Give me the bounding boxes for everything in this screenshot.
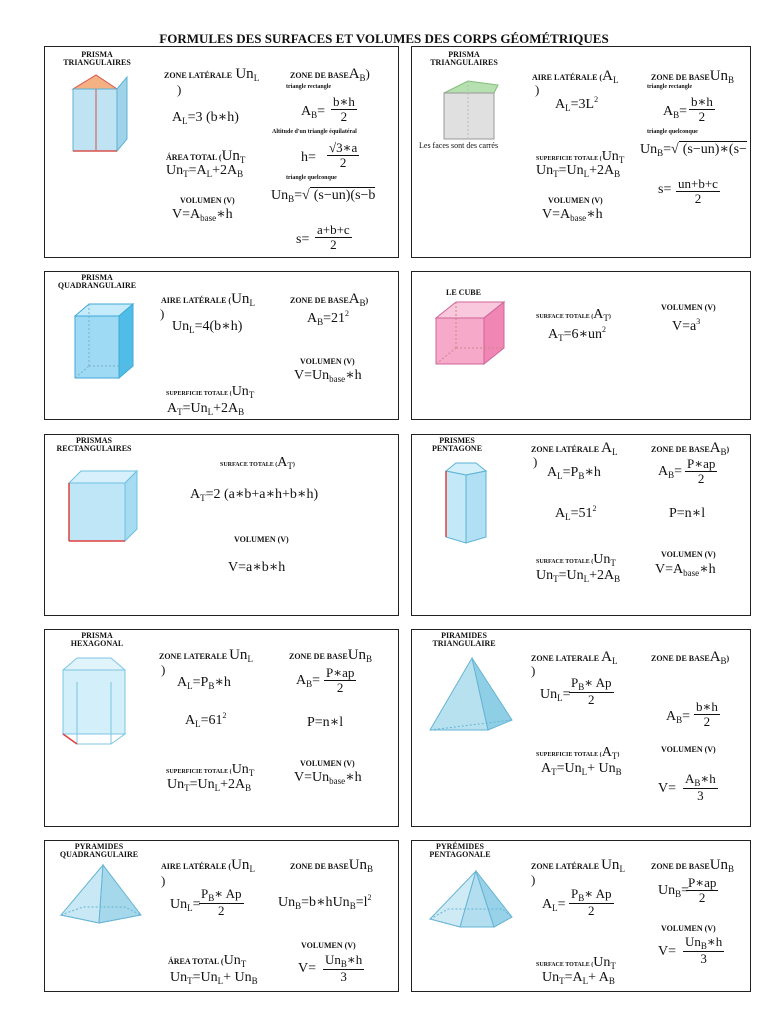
lateral-area-formula: $A_L=P_B∗h$ xyxy=(547,465,601,481)
hexagonal-prism-figure xyxy=(53,654,139,746)
lateral-area-formula: $A_L=P_B∗h$ xyxy=(177,675,231,691)
base-fraction: $\frac{P∗ap}{2}$ xyxy=(688,875,717,905)
quadrangular-prism-figure xyxy=(73,302,137,382)
total-area-formula: $Un_T=Un_L+2A_B$ xyxy=(167,777,252,793)
total-area-label: ÁREA TOTAL (UnT xyxy=(166,148,246,165)
volume-formula: $V=a^3$ xyxy=(672,317,701,334)
card-equilateral-prism: PRISMA TRIANGULAIRES Les faces sont des carrés AIRE LATÉRALE (AL ) $A_L=3L^2$ ZONE DE BASEUnB triangle rectangle $A_B=$ $\frac{b∗h}{2}$ triangle quelconque $Un_B=√$ (s−un)∗(s− SUPERFICIE TOTALE (UnT $Un_T=Un_L+2A_B$ s= $\frac{un+b+c}{2}$ VOLUMEN (V) $V=A_{base}∗h$ xyxy=(411,46,751,258)
card-title: PIRAMIDES TRIANGULAIRE xyxy=(432,631,496,648)
volume-formula: $V=A_{base}∗h$ xyxy=(542,207,603,223)
volume-fraction: $Un_B∗h$ 3 xyxy=(685,934,723,967)
card-pentagonal-pyramid: PYRÉMIDES PENTAGONALE ZONE LATÉRALE UnL ) $A_L=$ $\frac{P_B∗ Ap}{2}$ ZONE DE BASEUnB $Un_B=$ $\frac{P∗ap}{2}$ VOLUMEN (V) V= $Un_B∗h$ 3 SURFACE TOTALE (UnT $Un_T=A_L+ A_B$ xyxy=(411,840,751,992)
card-title: PRISMA QUADRANGULAIRE xyxy=(57,273,137,290)
card-title: PRISMAS RECTANGULAIRES xyxy=(56,436,132,453)
lateral-area-label: ZONE LATÉRALE AL xyxy=(531,440,618,457)
card-pentagonal-prism: PRISMES PENTAGONE ZONE LATÉRALE AL ) $A_L=P_B∗h$ $A_L=51^2$ ZONE DE BASEAB) $A_B=$ $\frac{P∗ap}{2}$ P=n∗l SURFACE TOTALE (UnT $Un_T=Un_L+2A_B$ VOLUMEN (V) $V=A_{base}∗h$ xyxy=(411,434,751,616)
total-area-label: SUPERFICIE TOTALE (UnT xyxy=(166,762,255,778)
quadrangular-pyramid-figure xyxy=(55,863,151,929)
volume-formula: $V=A_{base}∗h$ xyxy=(655,562,716,578)
cube-figure xyxy=(426,300,516,374)
total-area-formula: $A_T=Un_L+2A_B$ xyxy=(167,401,245,417)
base-area-label: ZONE DE BASEUnB xyxy=(651,857,735,874)
total-area-label: SUPERFICIE TOTALE (UnT xyxy=(166,384,255,400)
square-prism-figure xyxy=(438,81,504,141)
total-area-formula: $Un_T=A_L+2A_B$ xyxy=(166,163,244,179)
base-area-label: ZONE DE BASEUnB xyxy=(651,68,735,85)
card-triangular-pyramid: PIRAMIDES TRIANGULAIRE ZONE LATERALE AL ) $Un_L=$ $\frac{P_B∗ Ap}{2}$ ZONE DE BASEAB) $A_B=$ $\frac{b∗h}{2}$ SUPERFICIE TOTALE (AT) $A_T=Un_L+ Un_B$ VOLUMEN (V) V= $\frac{A_B∗h}{3}$ xyxy=(411,629,751,827)
total-area-label: SURFACE TOTALE (UnT xyxy=(536,552,616,568)
total-area-formula: $Un_T=Un_L+2A_B$ xyxy=(536,163,621,179)
total-area-label: SURFACE TOTALE (UnT xyxy=(536,955,616,971)
lateral-area-label: AIRE LATÉRALE (AL xyxy=(532,68,619,85)
total-area-formula: $Un_T=Un_L+2A_B$ xyxy=(536,568,621,584)
lateral-area-formula: $A_L=3$ (b∗h) xyxy=(172,110,239,126)
pentagonal-pyramid-figure xyxy=(422,869,518,931)
total-area-label: SUPERFICIE TOTALE (AT) xyxy=(536,745,620,761)
card-triangular-prism: PRISMA TRIANGULAIRES ZONE LATÉRALE $Un_L$ ) $A_L=3$ (b∗h) ZONE DE $BASEA_B$) triangle rectangle $A_B=$ $\frac{b∗h}{2}$ Altitude d'un triangle équilatéral h= $\frac{√3∗a}{2}$ triangle quelconque ÁREA TOTAL (UnT $Un_T=A_L+2A_B$ $Un_B=√$ (s−un)(s−b VOLUMEN (V) $V=A_{base}∗h$ s= $\frac{a+b+c}{2}$ xyxy=(44,46,399,258)
card-hexagonal-prism: PRISMA HEXAGONAL ZONE LATERALE UnL ) $A_L=P_B∗h$ $A_L=61^2$ ZONE DE BASEUnB $A_B=$ $\frac{P∗ap}{2}$ P=n∗l SUPERFICIE TOTALE (UnT $Un_T=Un_L+2A_B$ VOLUMEN (V) $V=Un_{base}∗h$ xyxy=(44,629,399,827)
lateral-area-formula: $A_L=3L^2$ xyxy=(555,95,599,113)
pentagonal-prism-figure xyxy=(438,459,494,549)
card-quadrangular-pyramid: PYRAMIDES QUADRANGULAIRE AIRE LATÉRALE (UnL ) $Un_L=$ $\frac{P_B∗ Ap}{2}$ ZONE DE BASEUnB $Un_B=b∗hUn_B=l^2$ ÁREA TOTAL (UnT $Un_T=Un_L+ Un_B$ VOLUMEN (V) V= $Un_B∗h$ 3 xyxy=(44,840,399,992)
total-area-formula: $Un_T=Un_L+ Un_B$ xyxy=(170,970,258,986)
base-fraction: $\frac{P∗ap}{2}$ xyxy=(687,456,716,486)
base-fraction: $\frac{b∗h}{2}$ xyxy=(691,94,713,124)
lateral-area-fraction: $\frac{P_B∗ Ap}{2}$ xyxy=(201,886,242,919)
base-area-label: ZONE DE BASEUnB xyxy=(290,857,374,874)
base-area-formula: $Un_B=b∗hUn_B=l^2$ xyxy=(278,893,372,911)
total-area-formula: $A_T=2$ (a∗b+a∗h+b∗h) xyxy=(190,487,319,503)
volume-formula: $V=Un_{base}∗h$ xyxy=(294,770,362,786)
perimeter-formula: P=n∗l xyxy=(669,506,706,521)
altitude-fraction: $\frac{√3∗a}{2}$ xyxy=(329,140,358,170)
total-area-formula: $Un_T=A_L+ A_B$ xyxy=(542,970,615,986)
lateral-area-label: AIRE LATÉRALE (UnL xyxy=(161,291,255,308)
lateral-area-formula: $Un_L=4(b∗h)$ xyxy=(172,319,243,335)
total-area-formula: $A_T=6∗un^2$ xyxy=(548,325,607,343)
card-title: PRISMA TRIANGULAIRES xyxy=(430,50,498,67)
volume-formula: $V=Un_{base}∗h$ xyxy=(294,368,362,384)
card-title: PRISMA HEXAGONAL xyxy=(70,631,124,648)
lateral-area-value: $A_L=51^2$ xyxy=(555,504,597,522)
card-title: PRISMA TRIANGULAIRES xyxy=(63,50,131,67)
triangular-pyramid-figure xyxy=(426,656,516,738)
total-area-label: SUPERFICIE TOTALE (UnT xyxy=(536,149,625,165)
base-area-formula: $A_B=21^2$ xyxy=(307,309,350,327)
semiperimeter-fraction: $\frac{un+b+c}{2}$ xyxy=(678,176,718,206)
lateral-area-label: ZONE LATERALE UnL xyxy=(159,647,253,664)
card-cube: LE CUBE SURFACE TOTALE (AT) $A_T=6∗un^2$ VOLUMEN (V) $V=a^3$ xyxy=(411,271,751,420)
base-formula-label: $A_B=$ xyxy=(301,104,326,120)
card-title: LE CUBE xyxy=(446,288,481,297)
total-area-label: SURFACE TOTALE (AT) xyxy=(220,455,295,471)
page-title: FORMULES DES SURFACES ET VOLUMES DES CORPS GÉOMÉTRIQUES xyxy=(159,31,609,46)
total-area-label: SURFACE TOTALE (AT) xyxy=(536,307,611,323)
card-title: PYRÉMIDES PENTAGONALE xyxy=(429,842,491,859)
total-area-label: ÁREA TOTAL (UnT xyxy=(168,953,247,969)
lateral-area-fraction: $\frac{P_B∗ Ap}{2}$ xyxy=(571,886,612,919)
card-title: PRISMES PENTAGONE xyxy=(431,436,483,453)
semiperimeter-fraction: $\frac{a+b+c}{2}$ xyxy=(317,222,350,252)
base-fraction: $\frac{P∗ap}{2}$ xyxy=(326,665,355,695)
perimeter-formula: P=n∗l xyxy=(307,715,344,730)
base-area-label: ZONE DE BASEAB) xyxy=(290,291,369,308)
base-fraction: $\frac{b∗h}{2}$ xyxy=(696,699,718,729)
rectangular-prism-figure xyxy=(65,467,145,549)
base-area-label: ZONE DE BASEUnB xyxy=(289,647,373,664)
lateral-area-fraction: $\frac{P_B∗ Ap}{2}$ xyxy=(571,675,612,708)
base-area-label: ZONE DE BASEAB) xyxy=(651,440,730,457)
volume-fraction: $\frac{A_B∗h}{3}$ xyxy=(685,771,716,804)
lateral-area-label: ZONE LATERALE AL xyxy=(531,649,618,666)
heron-formula: $Un_B=√$ (s−un)(s−b xyxy=(271,188,376,204)
base-area-label: ZONE DE $BASEA_B$) xyxy=(290,66,370,83)
card-quadrangular-prism: PRISMA QUADRANGULAIRE AIRE LATÉRALE (UnL ) $Un_L=4(b∗h)$ ZONE DE BASEAB) $A_B=21^2$ VOLUMEN (V) $V=Un_{base}∗h$ SUPERFICIE TOTALE (UnT $A_T=Un_L+2A_B$ xyxy=(44,271,399,420)
volume-formula: $V=A_{base}∗h$ xyxy=(172,207,233,223)
triangular-prism-figure xyxy=(65,71,135,157)
volume-formula: V=a∗b∗h xyxy=(228,560,286,575)
total-area-formula: $A_T=Un_L+ Un_B$ xyxy=(541,761,622,777)
heron-formula: $Un_B=√$ (s−un)∗(s− xyxy=(640,142,747,158)
card-title: PYRAMIDES QUADRANGULAIRE xyxy=(59,842,139,859)
lateral-area-value: $A_L=61^2$ xyxy=(185,711,227,729)
base-area-label: ZONE DE BASEAB) xyxy=(651,649,730,666)
base-fraction: $\frac{b∗h}{2}$ xyxy=(333,94,355,124)
lateral-area-label: ZONE LATÉRALE UnL xyxy=(531,857,625,874)
card-rectangular-prism: PRISMAS RECTANGULAIRES SURFACE TOTALE (AT) $A_T=2$ (a∗b+a∗h+b∗h) VOLUMEN (V) V=a∗b∗h xyxy=(44,434,399,616)
lateral-area-label: AIRE LATÉRALE (UnL xyxy=(161,857,255,874)
lateral-area-label: ZONE LATÉRALE $Un_L$ xyxy=(164,66,260,83)
volume-fraction: $Un_B∗h$ 3 xyxy=(325,952,363,985)
